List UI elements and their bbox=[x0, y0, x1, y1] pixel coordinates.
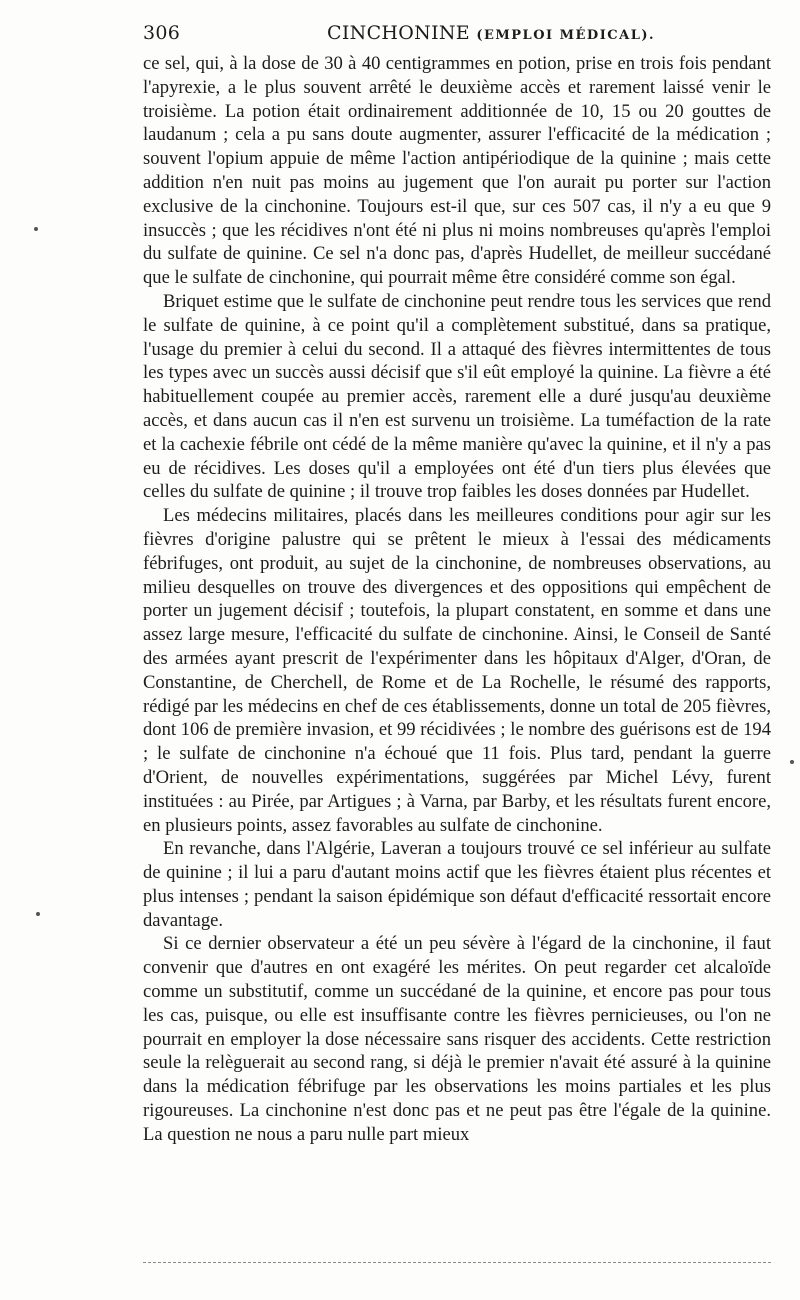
body-text bbox=[143, 52, 771, 1147]
footer-rule bbox=[143, 1262, 771, 1263]
paragraph-laveran: En revanche, dans l'Algérie, Laveran a toujours trouvé ce sel inférieur au sulfate de quinine ; il lui a paru d'autant moins actif que les fièvres étaient plus récentes et plus intenses ; pendant la saison épidémique son défaut d'efficacité ressortait encore davantage. bbox=[143, 838, 771, 931]
running-head bbox=[143, 22, 754, 46]
paragraph-medecins-militaires: Les médecins militaires, placés dans les meilleures conditions pour agir sur les fièvres d'origine palustre qui se prêtent le mieux à l'essai des médicaments fébrifuges, ont produit, au sujet de la cinchonine, de nombreuses observations, au milieu desquelles on trouve des divergences et des oppositions qui empêchent de porter un jugement décisif ; toutefois, la plupart constatent, en somme et dans une assez large mesure, l'efficacité du sulfate de cinchonine. Ainsi, le Conseil de Santé des armées ayant prescrit de l'expérimenter dans les hôpitaux d'Alger, d'Oran, de Constantine, de Cherchell, de Rome et de La Rochelle, le résumé des rapports, rédigé par les médecins en chef de ces établissements, donne un total de 205 fièvres, dont 106 de première invasion, et 99 récidivées ; le nombre des guérisons est de 194 ; le sulfate de cinchonine n'a échoué que 11 fois. Plus tard, pendant la guerre d'Orient, de nouvelles expérimentations, suggérées par Michel Lévy, furent instituées : au Pirée, par Artigues ; à Varna, par Barby, et les résultats furent encore, en plusieurs points, assez favorables au sulfate de cinchonine. bbox=[143, 505, 771, 836]
paragraph-continued: ce sel, qui, à la dose de 30 à 40 centigrammes en potion, prise en trois fois pendant l'apyrexie, a le plus souvent arrêté le deuxième accès et rarement laissé venir le troisième. La potion était ordinairement additionnée de 10, 15 ou 20 gouttes de laudanum ; cela a pu sans doute augmenter, assurer l'efficacité de la médication ; souvent l'opium appuie de même l'action antipériodique de la quinine ; mais cette addition n'en nuit pas moins au jugement que l'on aurait pu porter sur l'action exclusive de la cinchonine. Toujours est-il que, sur ces 507 cas, il n'y a eu que 9 insuccès ; que les récidives n'ont été ni plus ni moins nombreuses qu'après l'emploi du sulfate de quinine. Ce sel n'a donc pas, d'après Hudellet, de meilleur succédané que le sulfate de cinchonine, qui pourrait même être considéré comme son égal. bbox=[143, 53, 771, 289]
paragraph-conclusion: Si ce dernier observateur a été un peu sévère à l'égard de la cinchonine, il faut convenir que d'autres en ont exagéré les mérites. On peut regarder cet alcaloïde comme un substitutif, comme un succédané de la quinine, et encore pas pour tous les cas, puisque, ou elle est insuffisante contre les fièvres pernicieuses, ou l'on ne pourrait en employer la dose nécessaire sans risquer des accidents. Cette restriction seule la relèguerait au second rang, si déjà le premier n'avait été assuré à la quinine dans la médication fébrifuge par les observations les moins partiales et les plus rigoureuses. La cinchonine n'est donc pas et ne peut pas être l'égale de la quinine. La question ne nous a paru nulle part mieux bbox=[143, 933, 771, 1145]
margin-speck bbox=[36, 912, 40, 916]
margin-speck bbox=[790, 760, 794, 764]
running-title bbox=[327, 22, 655, 44]
margin-speck bbox=[34, 227, 38, 231]
running-title-subtitle: (EMPLOI MÉDICAL). bbox=[476, 28, 656, 43]
running-title-main: CINCHONINE bbox=[327, 22, 470, 44]
paragraph-briquet: Briquet estime que le sulfate de cinchonine peut rendre tous les services que rend le sulfate de quinine, à ce point qu'il a complètement substitué, dans sa pratique, l'usage du premier à celui du second. Il a attaqué des fièvres intermittentes de tous les types avec un succès aussi décisif que s'il eût employé la quinine. La fièvre a été habituellement coupée au premier accès, rarement elle a duré jusqu'au deuxième accès, et dans aucun cas il n'en est survenu un troisième. La tuméfaction de la rate et la cachexie fébrile ont cédé de la même manière qu'avec la quinine, et il n'y a pas eu de récidives. Les doses qu'il a employées ont été d'un tiers plus élevées que celles du sulfate de quinine ; il trouve trop faibles les doses données par Hudellet. bbox=[143, 290, 771, 503]
page-number: 306 bbox=[143, 22, 181, 44]
